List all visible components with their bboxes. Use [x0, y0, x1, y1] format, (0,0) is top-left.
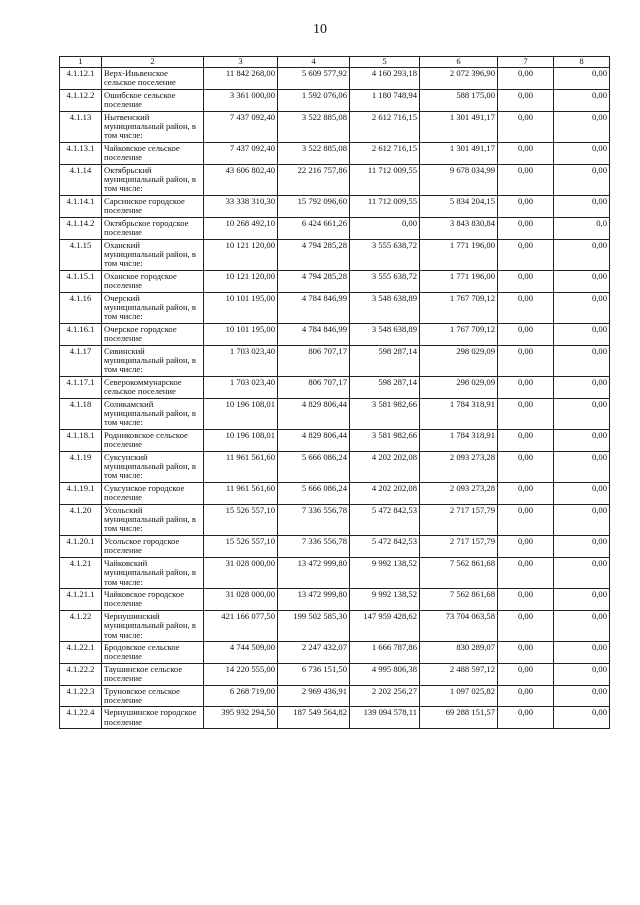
cell-col-6: 1 771 196,00 — [420, 270, 498, 292]
cell-col-5: 0,00 — [350, 217, 420, 239]
table-row — [60, 557, 610, 588]
cell-col-7: 0,00 — [498, 707, 554, 729]
cell-col-3: 14 220 555,00 — [204, 663, 278, 685]
cell-col-6: 73 704 063,58 — [420, 610, 498, 641]
cell-col-4: 4 794 285,28 — [278, 270, 350, 292]
cell-col-7: 0,00 — [498, 376, 554, 398]
cell-col-4: 13 472 999,80 — [278, 557, 350, 588]
cell-col-4: 6 424 661,26 — [278, 217, 350, 239]
row-code: 4.1.22.1 — [60, 641, 102, 663]
cell-col-8: 0,00 — [554, 451, 610, 482]
cell-col-8: 0,00 — [554, 239, 610, 270]
cell-col-3: 7 437 092,40 — [204, 111, 278, 142]
cell-col-6: 1 767 709,12 — [420, 323, 498, 345]
table-row — [60, 707, 610, 729]
table-row — [60, 239, 610, 270]
cell-col-5: 4 202 202,08 — [350, 482, 420, 504]
cell-col-7: 0,00 — [498, 641, 554, 663]
cell-col-3: 10 101 195,00 — [204, 292, 278, 323]
cell-col-7: 0,00 — [498, 111, 554, 142]
row-name: Сивинский муниципальный район, в том числе: — [102, 345, 204, 376]
table-row — [60, 482, 610, 504]
cell-col-5: 11 712 009,55 — [350, 164, 420, 195]
cell-col-3: 1 703 023,40 — [204, 345, 278, 376]
row-code: 4.1.14.1 — [60, 195, 102, 217]
row-code: 4.1.12.2 — [60, 89, 102, 111]
row-name: Труновское сельское поселение — [102, 685, 204, 707]
row-code: 4.1.20 — [60, 504, 102, 535]
cell-col-5: 3 555 638,72 — [350, 270, 420, 292]
table-row — [60, 429, 610, 451]
cell-col-8: 0,00 — [554, 164, 610, 195]
row-name: Верх-Иньвенское сельское поселение — [102, 68, 204, 90]
cell-col-7: 0,00 — [498, 398, 554, 429]
row-name: Оханский муниципальный район, в том числе: — [102, 239, 204, 270]
column-number: 5 — [350, 57, 420, 68]
cell-col-6: 298 029,09 — [420, 376, 498, 398]
cell-col-6: 1 097 025,82 — [420, 685, 498, 707]
cell-col-6: 1 784 318,91 — [420, 398, 498, 429]
cell-col-3: 10 196 108,01 — [204, 398, 278, 429]
cell-col-4: 187 549 564,82 — [278, 707, 350, 729]
cell-col-8: 0,00 — [554, 376, 610, 398]
cell-col-4: 1 592 076,06 — [278, 89, 350, 111]
cell-col-3: 33 338 310,30 — [204, 195, 278, 217]
row-name: Усольское городское поселение — [102, 535, 204, 557]
row-code: 4.1.17 — [60, 345, 102, 376]
table-body — [60, 57, 610, 729]
row-code: 4.1.18.1 — [60, 429, 102, 451]
cell-col-4: 2 247 432,07 — [278, 641, 350, 663]
row-name: Чернушинский муниципальный район, в том числе: — [102, 610, 204, 641]
table-row — [60, 535, 610, 557]
budget-table — [59, 56, 610, 729]
cell-col-7: 0,00 — [498, 535, 554, 557]
cell-col-8: 0,00 — [554, 398, 610, 429]
table-row — [60, 345, 610, 376]
cell-col-5: 139 094 578,11 — [350, 707, 420, 729]
cell-col-3: 15 526 557,10 — [204, 504, 278, 535]
row-code: 4.1.13.1 — [60, 142, 102, 164]
cell-col-4: 5 609 577,92 — [278, 68, 350, 90]
table-row — [60, 217, 610, 239]
cell-col-4: 4 784 846,99 — [278, 292, 350, 323]
row-name: Бродовское сельское поселение — [102, 641, 204, 663]
row-code: 4.1.18 — [60, 398, 102, 429]
table-row — [60, 89, 610, 111]
row-name: Таушинское сельское поселение — [102, 663, 204, 685]
cell-col-6: 9 678 034,99 — [420, 164, 498, 195]
cell-col-3: 10 196 108,01 — [204, 429, 278, 451]
cell-col-8: 0,0 — [554, 217, 610, 239]
cell-col-3: 3 361 000,00 — [204, 89, 278, 111]
cell-col-5: 3 548 638,89 — [350, 323, 420, 345]
row-name: Оханское городское поселение — [102, 270, 204, 292]
cell-col-6: 588 175,00 — [420, 89, 498, 111]
row-name: Очерское городское поселение — [102, 323, 204, 345]
column-number: 8 — [554, 57, 610, 68]
cell-col-4: 5 666 086,24 — [278, 451, 350, 482]
table-row — [60, 685, 610, 707]
cell-col-5: 3 555 638,72 — [350, 239, 420, 270]
cell-col-6: 2 717 157,79 — [420, 535, 498, 557]
cell-col-3: 11 961 561,60 — [204, 451, 278, 482]
cell-col-6: 2 488 597,12 — [420, 663, 498, 685]
cell-col-8: 0,00 — [554, 323, 610, 345]
cell-col-5: 9 992 138,52 — [350, 557, 420, 588]
cell-col-6: 2 072 396,90 — [420, 68, 498, 90]
cell-col-6: 1 301 491,17 — [420, 111, 498, 142]
cell-col-8: 0,00 — [554, 195, 610, 217]
cell-col-6: 69 288 151,57 — [420, 707, 498, 729]
row-code: 4.1.19.1 — [60, 482, 102, 504]
row-code: 4.1.20.1 — [60, 535, 102, 557]
row-code: 4.1.13 — [60, 111, 102, 142]
row-name: Нытвенский муниципальный район, в том числе: — [102, 111, 204, 142]
row-name: Усольский муниципальный район, в том числе: — [102, 504, 204, 535]
cell-col-7: 0,00 — [498, 270, 554, 292]
row-name: Чайковское сельское поселение — [102, 142, 204, 164]
cell-col-5: 5 472 842,53 — [350, 504, 420, 535]
column-number: 3 — [204, 57, 278, 68]
cell-col-5: 4 160 293,18 — [350, 68, 420, 90]
cell-col-5: 5 472 842,53 — [350, 535, 420, 557]
cell-col-6: 5 834 204,15 — [420, 195, 498, 217]
cell-col-3: 421 166 077,50 — [204, 610, 278, 641]
cell-col-3: 10 268 492,10 — [204, 217, 278, 239]
cell-col-8: 0,00 — [554, 429, 610, 451]
table-row — [60, 292, 610, 323]
row-name: Очерский муниципальный район, в том числе: — [102, 292, 204, 323]
row-name: Чайковское городское поселение — [102, 588, 204, 610]
cell-col-3: 11 961 561,60 — [204, 482, 278, 504]
cell-col-4: 15 792 096,60 — [278, 195, 350, 217]
cell-col-4: 2 969 436,91 — [278, 685, 350, 707]
row-name: Соликамский муниципальный район, в том числе: — [102, 398, 204, 429]
row-name: Октябрьское городское поселение — [102, 217, 204, 239]
cell-col-6: 298 029,09 — [420, 345, 498, 376]
row-code: 4.1.22.3 — [60, 685, 102, 707]
cell-col-7: 0,00 — [498, 195, 554, 217]
cell-col-4: 5 666 086,24 — [278, 482, 350, 504]
cell-col-5: 3 548 638,89 — [350, 292, 420, 323]
cell-col-6: 1 301 491,17 — [420, 142, 498, 164]
cell-col-8: 0,00 — [554, 292, 610, 323]
cell-col-4: 199 502 585,30 — [278, 610, 350, 641]
cell-col-4: 22 216 757,86 — [278, 164, 350, 195]
table-row — [60, 610, 610, 641]
table-row — [60, 111, 610, 142]
table-row — [60, 663, 610, 685]
cell-col-3: 15 526 557,10 — [204, 535, 278, 557]
cell-col-4: 6 736 151,50 — [278, 663, 350, 685]
cell-col-8: 0,00 — [554, 89, 610, 111]
table-row — [60, 142, 610, 164]
table-row — [60, 451, 610, 482]
cell-col-4: 7 336 556,78 — [278, 535, 350, 557]
cell-col-3: 10 121 120,00 — [204, 239, 278, 270]
cell-col-7: 0,00 — [498, 164, 554, 195]
column-number: 7 — [498, 57, 554, 68]
cell-col-3: 31 028 000,00 — [204, 588, 278, 610]
cell-col-6: 830 289,07 — [420, 641, 498, 663]
cell-col-8: 0,00 — [554, 663, 610, 685]
column-number: 6 — [420, 57, 498, 68]
cell-col-5: 4 202 202,08 — [350, 451, 420, 482]
cell-col-8: 0,00 — [554, 535, 610, 557]
cell-col-7: 0,00 — [498, 345, 554, 376]
cell-col-5: 598 287,14 — [350, 345, 420, 376]
table-row — [60, 376, 610, 398]
row-code: 4.1.22.2 — [60, 663, 102, 685]
cell-col-7: 0,00 — [498, 685, 554, 707]
cell-col-8: 0,00 — [554, 707, 610, 729]
table-row — [60, 164, 610, 195]
cell-col-8: 0,00 — [554, 641, 610, 663]
column-number-row — [60, 57, 610, 68]
cell-col-3: 395 932 294,50 — [204, 707, 278, 729]
cell-col-3: 11 842 268,00 — [204, 68, 278, 90]
row-code: 4.1.22 — [60, 610, 102, 641]
cell-col-8: 0,00 — [554, 482, 610, 504]
cell-col-8: 0,00 — [554, 142, 610, 164]
cell-col-3: 31 028 000,00 — [204, 557, 278, 588]
cell-col-5: 3 581 982,66 — [350, 398, 420, 429]
cell-col-7: 0,00 — [498, 429, 554, 451]
row-code: 4.1.14 — [60, 164, 102, 195]
cell-col-3: 4 744 509,00 — [204, 641, 278, 663]
cell-col-6: 2 093 273,28 — [420, 451, 498, 482]
cell-col-3: 1 703 023,40 — [204, 376, 278, 398]
row-name: Чайковский муниципальный район, в том числе: — [102, 557, 204, 588]
cell-col-5: 147 959 428,62 — [350, 610, 420, 641]
cell-col-4: 4 829 806,44 — [278, 398, 350, 429]
cell-col-8: 0,00 — [554, 610, 610, 641]
cell-col-5: 4 995 806,38 — [350, 663, 420, 685]
cell-col-4: 7 336 556,78 — [278, 504, 350, 535]
cell-col-8: 0,00 — [554, 685, 610, 707]
cell-col-4: 13 472 999,80 — [278, 588, 350, 610]
cell-col-3: 7 437 092,40 — [204, 142, 278, 164]
cell-col-5: 3 581 982,66 — [350, 429, 420, 451]
row-name: Октябрьский муниципальный район, в том числе: — [102, 164, 204, 195]
cell-col-6: 7 562 861,68 — [420, 557, 498, 588]
cell-col-6: 1 784 318,91 — [420, 429, 498, 451]
row-code: 4.1.19 — [60, 451, 102, 482]
cell-col-7: 0,00 — [498, 323, 554, 345]
row-name: Суксунский муниципальный район, в том числе: — [102, 451, 204, 482]
cell-col-7: 0,00 — [498, 557, 554, 588]
cell-col-4: 4 784 846,99 — [278, 323, 350, 345]
row-code: 4.1.12.1 — [60, 68, 102, 90]
table-row — [60, 68, 610, 90]
cell-col-7: 0,00 — [498, 292, 554, 323]
cell-col-3: 6 268 719,00 — [204, 685, 278, 707]
row-code: 4.1.16 — [60, 292, 102, 323]
row-code: 4.1.14.2 — [60, 217, 102, 239]
table-row — [60, 588, 610, 610]
cell-col-8: 0,00 — [554, 588, 610, 610]
cell-col-7: 0,00 — [498, 142, 554, 164]
table-row — [60, 270, 610, 292]
cell-col-7: 0,00 — [498, 89, 554, 111]
cell-col-3: 10 101 195,00 — [204, 323, 278, 345]
cell-col-7: 0,00 — [498, 451, 554, 482]
row-code: 4.1.15 — [60, 239, 102, 270]
row-code: 4.1.15.1 — [60, 270, 102, 292]
column-number: 1 — [60, 57, 102, 68]
row-name: Сарсинское городское поселение — [102, 195, 204, 217]
cell-col-4: 806 707,17 — [278, 376, 350, 398]
cell-col-7: 0,00 — [498, 68, 554, 90]
table-row — [60, 641, 610, 663]
table-row — [60, 323, 610, 345]
row-name: Родниковское сельское поселение — [102, 429, 204, 451]
row-code: 4.1.16.1 — [60, 323, 102, 345]
table-row — [60, 504, 610, 535]
row-name: Чернушинское городское поселение — [102, 707, 204, 729]
table-row — [60, 195, 610, 217]
row-code: 4.1.17.1 — [60, 376, 102, 398]
cell-col-4: 4 794 285,28 — [278, 239, 350, 270]
row-name: Суксунское городское поселение — [102, 482, 204, 504]
page-number: 10 — [313, 22, 327, 37]
cell-col-5: 9 992 138,52 — [350, 588, 420, 610]
row-name: Северокоммунарское сельское поселение — [102, 376, 204, 398]
cell-col-8: 0,00 — [554, 504, 610, 535]
cell-col-6: 1 767 709,12 — [420, 292, 498, 323]
cell-col-5: 2 202 256,27 — [350, 685, 420, 707]
cell-col-3: 10 121 120,00 — [204, 270, 278, 292]
cell-col-5: 2 612 716,15 — [350, 111, 420, 142]
cell-col-8: 0,00 — [554, 557, 610, 588]
cell-col-7: 0,00 — [498, 504, 554, 535]
table-row — [60, 398, 610, 429]
cell-col-7: 0,00 — [498, 217, 554, 239]
row-code: 4.1.22.4 — [60, 707, 102, 729]
cell-col-4: 3 522 885,08 — [278, 111, 350, 142]
cell-col-7: 0,00 — [498, 663, 554, 685]
cell-col-7: 0,00 — [498, 588, 554, 610]
cell-col-8: 0,00 — [554, 270, 610, 292]
cell-col-5: 1 666 787,86 — [350, 641, 420, 663]
cell-col-7: 0,00 — [498, 239, 554, 270]
cell-col-8: 0,00 — [554, 68, 610, 90]
cell-col-6: 3 843 830,84 — [420, 217, 498, 239]
cell-col-6: 2 717 157,79 — [420, 504, 498, 535]
cell-col-6: 2 093 273,28 — [420, 482, 498, 504]
cell-col-5: 11 712 009,55 — [350, 195, 420, 217]
cell-col-3: 43 606 802,40 — [204, 164, 278, 195]
cell-col-4: 806 707,17 — [278, 345, 350, 376]
cell-col-6: 7 562 861,68 — [420, 588, 498, 610]
row-code: 4.1.21.1 — [60, 588, 102, 610]
cell-col-5: 1 180 748,94 — [350, 89, 420, 111]
cell-col-5: 598 287,14 — [350, 376, 420, 398]
row-code: 4.1.21 — [60, 557, 102, 588]
column-number: 4 — [278, 57, 350, 68]
cell-col-4: 3 522 885,08 — [278, 142, 350, 164]
cell-col-7: 0,00 — [498, 610, 554, 641]
column-number: 2 — [102, 57, 204, 68]
cell-col-4: 4 829 806,44 — [278, 429, 350, 451]
cell-col-6: 1 771 196,00 — [420, 239, 498, 270]
cell-col-7: 0,00 — [498, 482, 554, 504]
cell-col-8: 0,00 — [554, 111, 610, 142]
row-name: Ошибское сельское поселение — [102, 89, 204, 111]
cell-col-5: 2 612 716,15 — [350, 142, 420, 164]
cell-col-8: 0,00 — [554, 345, 610, 376]
